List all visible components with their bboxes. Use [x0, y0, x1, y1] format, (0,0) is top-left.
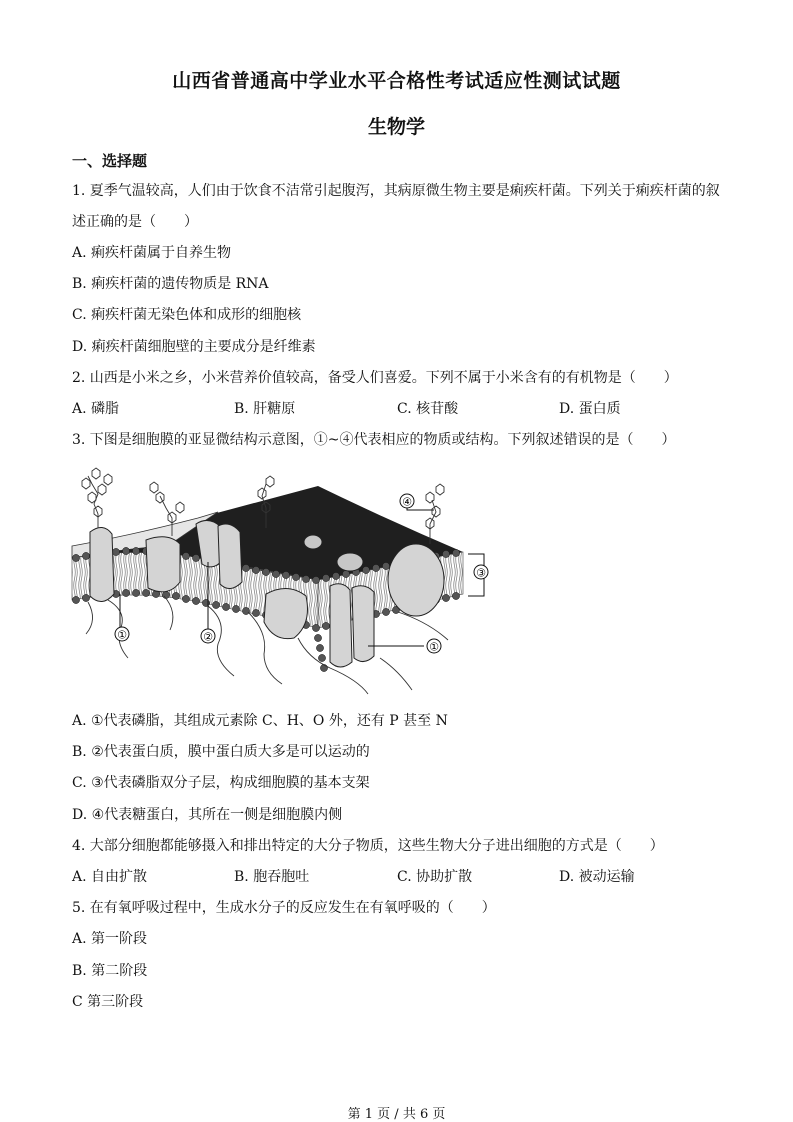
q4-option-b: B. 胞吞胞吐: [234, 869, 310, 885]
callout-label-1-right: [427, 639, 441, 654]
cell-membrane-diagram: [68, 462, 498, 700]
exam-title: 山西省普通高中学业水平合格性考试适应性测试试题: [172, 70, 621, 92]
q2-option-a: A. 磷脂: [72, 401, 120, 417]
q5-stem: 5. 在有氧呼吸过程中，生成水分子的反应发生在有氧呼吸的（ ）: [72, 900, 496, 916]
svg-text:①: ①: [117, 628, 127, 642]
q4-option-a: A. 自由扩散: [72, 869, 148, 885]
q3-option-d: D. ④代表糖蛋白，其所在一侧是细胞膜内侧: [72, 807, 343, 823]
q4-option-d: D. 被动运输: [559, 869, 635, 885]
q5-option-c: C 第三阶段: [72, 994, 144, 1010]
q2-option-c: C. 核苷酸: [397, 401, 459, 417]
q3-stem: 3. 下图是细胞膜的亚显微结构示意图，①~④代表相应的物质或结构。下列叙述错误的是（ ）: [72, 432, 676, 448]
section-heading: 一、选择题: [72, 152, 148, 170]
q2-option-b: B. 肝糖原: [234, 401, 296, 417]
callout-label-4: [400, 494, 414, 509]
q1-option-b: B. 痢疾杆菌的遗传物质是 RNA: [72, 276, 269, 292]
subject-title: 生物学: [367, 116, 425, 138]
q1-option-d: D. 痢疾杆菌细胞壁的主要成分是纤维素: [72, 339, 316, 355]
svg-text:④: ④: [402, 495, 412, 509]
q5-option-b: B. 第二阶段: [72, 963, 148, 979]
svg-text:①: ①: [429, 640, 439, 654]
q3-option-a: A. ①代表磷脂，其组成元素除 C、H、O 外，还有 P 甚至 N: [72, 713, 448, 729]
page-footer: 第 1 页 / 共 6 页: [347, 1107, 446, 1122]
svg-text:③: ③: [476, 566, 486, 580]
q3-option-c: C. ③代表磷脂双分子层，构成细胞膜的基本支架: [72, 775, 370, 791]
q4-option-c: C. 协助扩散: [397, 869, 473, 885]
q3-option-b: B. ②代表蛋白质，膜中蛋白质大多是可以运动的: [72, 744, 370, 760]
q2-option-d: D. 蛋白质: [559, 401, 621, 417]
q1-stem-line1: 1. 夏季气温较高，人们由于饮食不洁常引起腹泻，其病原微生物主要是痢疾杆菌。下列关于痢疾杆菌的叙: [72, 183, 720, 199]
q5-option-a: A. 第一阶段: [72, 931, 148, 947]
callout-label-1-left: [115, 627, 129, 642]
q4-stem: 4. 大部分细胞都能够摄入和排出特定的大分子物质，这些生物大分子进出细胞的方式是（ ）: [72, 838, 664, 854]
svg-text:②: ②: [203, 630, 213, 644]
q1-option-c: C. 痢疾杆菌无染色体和成形的细胞核: [72, 307, 302, 323]
callout-label-2: [201, 629, 215, 644]
q1-option-a: A. 痢疾杆菌属于自养生物: [72, 245, 232, 261]
q2-stem: 2. 山西是小米之乡，小米营养价值较高，备受人们喜爱。下列不属于小米含有的有机物是（ ）: [72, 370, 678, 386]
q1-stem-line2: 述正确的是（ ）: [72, 214, 198, 230]
callout-label-3: [474, 565, 488, 580]
